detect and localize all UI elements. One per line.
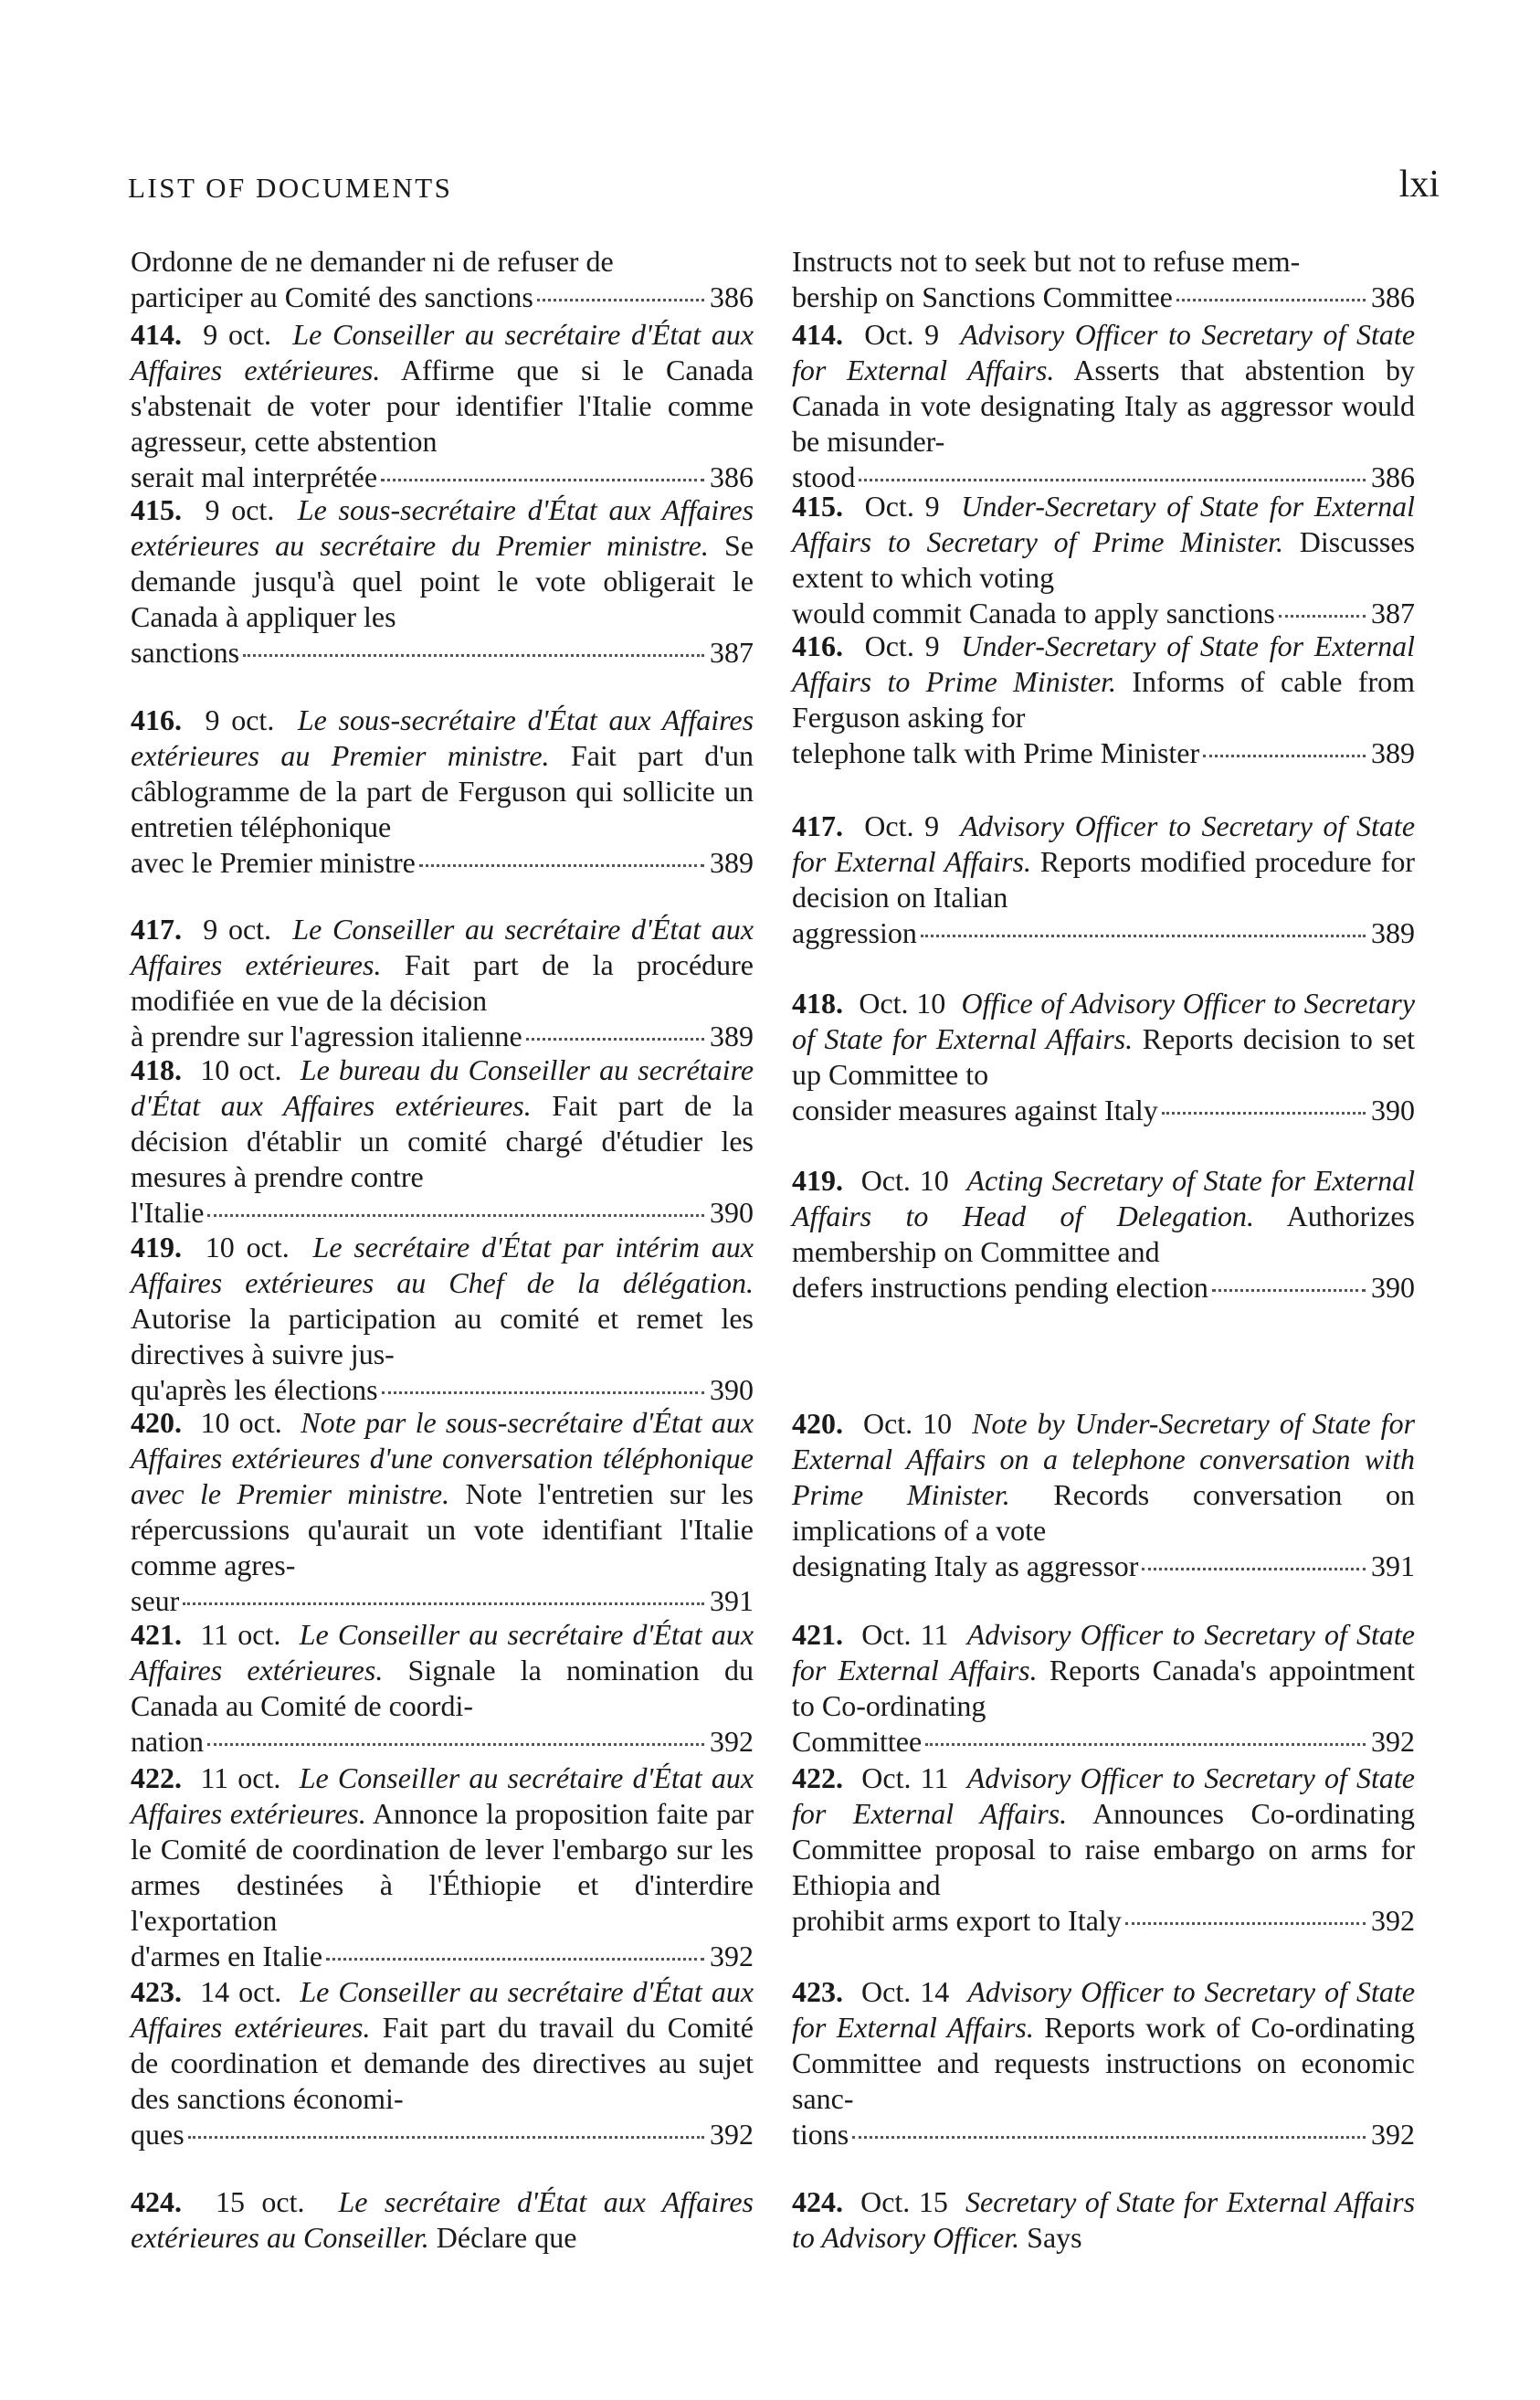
document-date: Oct. 9: [864, 629, 940, 662]
dot-leader: [1279, 615, 1366, 618]
document-heading: Le Conseiller au secrétaire d'État aux Affaires extérieures.: [131, 1618, 754, 1686]
document-number: 421.: [131, 1618, 182, 1651]
page-reference: 392: [710, 2118, 754, 2151]
dot-leader: [243, 654, 704, 657]
entry-body: [792, 1163, 1415, 1270]
document-summary: Instructs not to seek but not to refuse mem-: [792, 245, 1301, 278]
document-number: 419.: [131, 1231, 182, 1263]
document-number: 414.: [792, 318, 843, 351]
page-reference: 390: [1371, 1094, 1415, 1126]
document-number: 424.: [792, 2185, 843, 2218]
document-summary: Authorizes membership on Committee and: [792, 1200, 1415, 1268]
entry-last-line: [792, 1724, 1415, 1760]
document-summary-end: sanctions: [131, 636, 240, 669]
document-number: 418.: [131, 1053, 182, 1086]
dot-leader: [1203, 755, 1366, 757]
document-summary-end: stood: [792, 460, 856, 493]
document-summary-end: would commit Canada to apply sanctions: [792, 597, 1275, 629]
document-summary-end: defers instructions pending election: [792, 1271, 1208, 1304]
document-heading: Le secrétaire d'État aux Affaires extérieures au Conseiller.: [131, 2185, 754, 2254]
document-summary-end: serait mal interprétée: [131, 460, 378, 493]
page-reference: 389: [710, 1020, 754, 1052]
document-heading: Office of Advisory Officer to Secretary of State for External Affairs.: [792, 987, 1416, 1055]
list-item: [131, 317, 754, 495]
document-summary-end: nation: [131, 1725, 204, 1758]
entry-last-line: [131, 280, 754, 315]
dot-leader: [326, 1958, 704, 1961]
entry-body: [131, 1405, 754, 1583]
dot-leader: [183, 1602, 704, 1605]
document-date: 9 oct.: [205, 703, 275, 736]
entry-body: [792, 244, 1415, 280]
list-item: [792, 244, 1415, 315]
entry-body: [131, 317, 754, 460]
entry-body: [792, 1760, 1415, 1903]
document-summary: Informs of cable from Ferguson asking for: [792, 665, 1416, 734]
document-number: 422.: [131, 1761, 182, 1794]
page-reference: 390: [1371, 1271, 1415, 1304]
entry-body: [131, 1974, 754, 2117]
entry-last-line: [792, 2117, 1415, 2152]
page-reference: 389: [1371, 916, 1415, 949]
entry-body: [792, 2184, 1415, 2256]
entry-body: [131, 1052, 754, 1195]
document-heading: Advisory Officer to Secretary of State for External Affairs.: [792, 809, 1416, 878]
document-summary: Reports work of Co-ordinating Committee and requests instructions on economic sanc-: [792, 2011, 1416, 2115]
list-item: [131, 703, 754, 881]
list-item: [792, 986, 1415, 1128]
page-reference: 386: [1371, 280, 1415, 313]
entry-last-line: [131, 635, 754, 671]
entry-body: [792, 986, 1415, 1093]
document-summary: Records conversation on implications of a vote: [792, 1478, 1416, 1547]
document-number: 423.: [131, 1975, 182, 2008]
document-heading: Advisory Officer to Secretary of State for External Affairs.: [792, 1761, 1415, 1830]
entry-body: [131, 703, 754, 845]
entry-body: [792, 489, 1415, 596]
entry-body: [131, 912, 754, 1019]
list-item: [792, 489, 1415, 631]
document-date: 14 oct.: [200, 1975, 282, 2008]
running-head: LIST OF DOCUMENTS: [128, 172, 453, 204]
dot-leader: [1176, 299, 1366, 301]
page-reference: 389: [710, 846, 754, 879]
dot-leader: [1212, 1289, 1366, 1292]
page-reference: 392: [1371, 2118, 1415, 2151]
document-summary-end: consider measures against Italy: [792, 1094, 1158, 1126]
page-header: [128, 163, 1440, 217]
document-summary: Annonce la proposition faite par le Comité de coordination de lever l'embargo sur les armes destinées à l'Éthiopie et d'interdire l'exportation: [131, 1797, 754, 1937]
document-heading: Note par le sous-secrétaire d'État aux Affaires extérieures d'une conversation téléphonique avec le Premier ministre.: [131, 1406, 754, 1510]
list-item: [792, 1617, 1415, 1760]
document-heading: Advisory Officer to Secretary of State for External Affairs.: [792, 1618, 1415, 1686]
entry-last-line: [792, 1549, 1415, 1584]
list-item: [131, 1760, 754, 1974]
document-summary: Discusses extent to which voting: [792, 525, 1416, 594]
dot-leader: [859, 479, 1366, 481]
list-item: [131, 1617, 754, 1760]
document-summary: Reports modified procedure for decision on Italian: [792, 845, 1416, 914]
document-heading: Le secrétaire d'État par intérim aux Affaires extérieures au Chef de la délégation.: [131, 1231, 754, 1299]
document-summary-end: telephone talk with Prime Minister: [792, 736, 1200, 769]
document-number: 420.: [792, 1407, 843, 1440]
entry-body: [131, 492, 754, 635]
list-item: [792, 317, 1415, 495]
document-summary: Reports Canada's appointment to Co-ordinating: [792, 1654, 1416, 1722]
list-item: [131, 2184, 754, 2256]
document-number: 417.: [131, 913, 182, 946]
entry-body: [792, 809, 1415, 915]
entry-last-line: [792, 1093, 1415, 1128]
page-reference: 386: [1371, 460, 1415, 493]
document-number: 421.: [792, 1618, 843, 1651]
document-summary-end: seur: [131, 1584, 180, 1617]
document-summary-end: ques: [131, 2118, 185, 2151]
document-summary-end: qu'après les élections: [131, 1373, 378, 1406]
document-heading: Under-Secretary of State for External Affairs to Secretary of Prime Minister.: [792, 490, 1416, 558]
entry-body: [792, 1406, 1415, 1549]
list-item: [792, 629, 1415, 771]
page-reference: 392: [1371, 1725, 1415, 1758]
document-date: 10 oct.: [200, 1053, 282, 1086]
entry-last-line: [131, 1019, 754, 1054]
entry-last-line: [792, 1270, 1415, 1306]
list-item: [792, 1406, 1415, 1584]
dot-leader: [925, 1743, 1366, 1746]
page-reference: 387: [1371, 597, 1415, 629]
entry-last-line: [131, 460, 754, 495]
document-number: 416.: [131, 703, 182, 736]
document-date: Oct. 10: [862, 1407, 953, 1440]
entry-last-line: [792, 915, 1415, 951]
entry-last-line: [131, 1939, 754, 1974]
document-summary: Fait part du travail du Comité de coordination et demande des directives au sujet des sanctions économi-: [131, 2011, 754, 2115]
document-heading: Le Conseiller au secrétaire d'État aux Affaires extérieures.: [131, 1975, 754, 2044]
document-number: 422.: [792, 1761, 843, 1794]
document-date: Oct. 9: [864, 318, 940, 351]
document-number: 420.: [131, 1406, 182, 1439]
document-heading: Advisory Officer to Secretary of State for External Affairs.: [792, 318, 1416, 386]
document-summary-end: prohibit arms export to Italy: [792, 1904, 1122, 1937]
dot-leader: [1162, 1112, 1366, 1115]
dot-leader: [526, 1038, 704, 1041]
page-reference: 386: [710, 280, 754, 313]
document-date: Oct. 14: [861, 1975, 950, 2008]
document-date: 10 oct.: [200, 1406, 282, 1439]
dot-leader: [1125, 1922, 1366, 1925]
entry-body: [792, 1617, 1415, 1724]
dot-leader: [382, 1391, 704, 1394]
document-summary: Affirme que si le Canada s'abstenait de voter pour identifier l'Italie comme agresseur, cette abstention: [131, 354, 754, 458]
dot-leader: [921, 935, 1366, 937]
page-reference: 389: [1371, 736, 1415, 769]
document-date: Oct. 11: [861, 1761, 949, 1794]
page-reference: 387: [710, 636, 754, 669]
entry-last-line: [131, 2117, 754, 2152]
document-summary-end: designating Italy as aggressor: [792, 1549, 1139, 1582]
document-date: 10 oct.: [205, 1231, 290, 1263]
document-number: 418.: [792, 987, 843, 1020]
document-number: 424.: [131, 2185, 182, 2218]
list-item: [792, 1974, 1415, 2152]
page-reference: 386: [710, 460, 754, 493]
page-reference: 392: [710, 1725, 754, 1758]
document-summary-end: participer au Comité des sanctions: [131, 280, 533, 313]
list-item: [131, 1230, 754, 1408]
document-summary: Says: [1027, 2221, 1082, 2254]
document-summary: Fait part de la procédure modifiée en vue de la décision: [131, 948, 754, 1017]
document-heading: Under-Secretary of State for External Affairs to Prime Minister.: [792, 629, 1416, 698]
list-item: [131, 244, 754, 315]
entry-last-line: [131, 1583, 754, 1619]
document-summary-end: aggression: [792, 916, 917, 949]
document-number: 415.: [131, 493, 182, 526]
list-item: [792, 809, 1415, 951]
entry-body: [792, 629, 1415, 735]
document-heading: Secretary of State for External Affairs to Advisory Officer.: [792, 2185, 1416, 2254]
document-heading: Le sous-secrétaire d'État aux Affaires extérieures au secrétaire du Premier ministre.: [131, 493, 754, 562]
dot-leader: [207, 1214, 704, 1217]
document-summary-end: avec le Premier ministre: [131, 846, 416, 879]
document-summary-end: tions: [792, 2118, 849, 2151]
document-number: 417.: [792, 809, 843, 842]
entry-last-line: [792, 1903, 1415, 1939]
page-number: lxi: [1398, 164, 1440, 206]
list-item: [131, 1974, 754, 2152]
entry-last-line: [792, 280, 1415, 315]
document-date: Oct. 9: [864, 490, 940, 523]
list-item: [131, 912, 754, 1054]
document-date: Oct. 15: [860, 2185, 948, 2218]
document-summary: Announces Co-ordinating Committee proposal to raise embargo on arms for Ethiopia and: [792, 1797, 1415, 1901]
document-summary: Ordonne de ne demander ni de refuser de: [131, 245, 614, 278]
document-date: 15 oct.: [215, 2185, 305, 2218]
entry-last-line: [131, 845, 754, 881]
document-date: 9 oct.: [203, 318, 272, 351]
dot-leader: [207, 1743, 704, 1746]
document-summary: Se demande jusqu'à quel point le vote obligerait le Canada à appliquer les: [131, 529, 754, 633]
document-date: 11 oct.: [200, 1761, 281, 1794]
entry-last-line: [131, 1372, 754, 1408]
document-number: 419.: [792, 1164, 843, 1197]
document-heading: Le Conseiller au secrétaire d'État aux Affaires extérieures.: [131, 913, 754, 981]
entry-body: [131, 244, 754, 280]
document-number: 423.: [792, 1975, 843, 2008]
document-summary: Déclare que: [436, 2221, 577, 2254]
document-summary-end: à prendre sur l'agression italienne: [131, 1020, 522, 1052]
document-heading: Le sous-secrétaire d'État aux Affaires extérieures au Premier ministre.: [131, 703, 754, 772]
document-summary-end: d'armes en Italie: [131, 1940, 323, 1972]
document-date: Oct. 10: [860, 1164, 949, 1197]
page-reference: 392: [710, 1940, 754, 1972]
entry-last-line: [131, 1195, 754, 1231]
document-summary: Note l'entretien sur les répercussions qu'aurait un vote identifiant l'Italie comme agres-: [131, 1477, 754, 1581]
document-summary: Fait part de la décision d'établir un comité chargé d'étudier les mesures à prendre contre: [131, 1089, 754, 1193]
document-summary: Fait part d'un câblogramme de la part de Ferguson qui sollicite un entretien téléphonique: [131, 739, 754, 843]
document-date: 9 oct.: [205, 493, 275, 526]
page-reference: 390: [710, 1196, 754, 1229]
list-item: [792, 1163, 1415, 1306]
list-item: [792, 1760, 1415, 1939]
document-date: Oct. 9: [864, 809, 940, 842]
entry-last-line: [131, 1724, 754, 1760]
document-summary-end: Committee: [792, 1725, 923, 1758]
list-item: [131, 492, 754, 671]
document-heading: Le Conseiller au secrétaire d'État aux Affaires extérieures.: [131, 318, 754, 386]
list-item: [131, 1405, 754, 1619]
page-reference: 391: [1371, 1549, 1415, 1582]
dot-leader: [381, 479, 704, 481]
dot-leader: [419, 864, 704, 867]
page-reference: 391: [710, 1584, 754, 1617]
dot-leader: [537, 299, 704, 301]
document-summary: Asserts that abstention by Canada in vote designating Italy as aggressor would be misunder-: [792, 354, 1416, 458]
document-number: 415.: [792, 490, 843, 523]
document-date: Oct. 10: [859, 987, 946, 1020]
page-reference: 390: [710, 1373, 754, 1406]
list-item: [131, 1052, 754, 1231]
dot-leader: [852, 2136, 1366, 2139]
document-summary-end: bership on Sanctions Committee: [792, 280, 1173, 313]
document-heading: Advisory Officer to Secretary of State for External Affairs.: [792, 1975, 1416, 2044]
entry-body: [131, 1760, 754, 1939]
document-number: 414.: [131, 318, 182, 351]
entry-last-line: [792, 596, 1415, 631]
entry-body: [131, 1230, 754, 1372]
dot-leader: [188, 2136, 704, 2139]
document-heading: Acting Secretary of State for External Affairs to Head of Delegation.: [792, 1164, 1415, 1232]
entry-body: [792, 317, 1415, 460]
document-date: Oct. 11: [861, 1618, 949, 1651]
document-summary: Reports decision to set up Committee to: [792, 1022, 1416, 1091]
document-heading: Le bureau du Conseiller au secrétaire d'État aux Affaires extérieures.: [131, 1053, 754, 1122]
document-heading: Note by Under-Secretary of State for External Affairs on a telephone conversation with Prime Minister.: [792, 1407, 1416, 1511]
entry-body: [131, 2184, 754, 2256]
page-reference: 392: [1371, 1904, 1415, 1937]
entry-body: [792, 1974, 1415, 2117]
list-item: [792, 2184, 1415, 2256]
document-summary-end: l'Italie: [131, 1196, 205, 1229]
document-summary: Autorise la participation au comité et remet les directives à suivre jus-: [131, 1302, 754, 1370]
document-heading: Le Conseiller au secrétaire d'État aux Affaires extérieures.: [131, 1761, 754, 1830]
entry-last-line: [792, 735, 1415, 771]
document-date: 11 oct.: [200, 1618, 281, 1651]
entry-body: [131, 1617, 754, 1724]
dot-leader: [1142, 1568, 1366, 1570]
document-summary: Signale la nomination du Canada au Comité de coordi-: [131, 1654, 754, 1722]
document-date: 9 oct.: [203, 913, 272, 946]
document-number: 416.: [792, 629, 843, 662]
